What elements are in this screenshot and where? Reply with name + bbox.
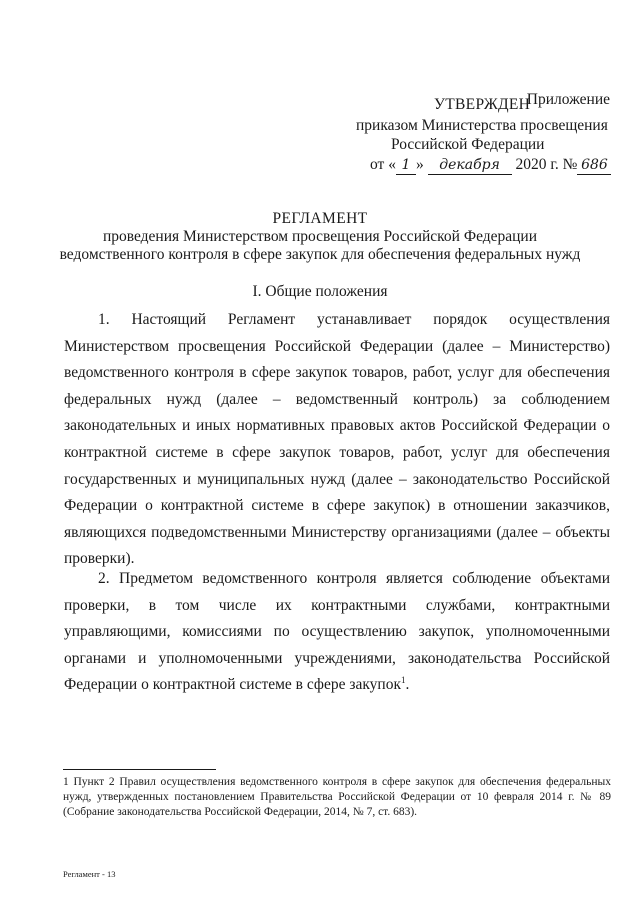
paragraph-2-text: 2. Предметом ведомственного контроля является соблюдение объектами проверки, в том числе их контрактными службами, контрактными управляющими, комиссиями по осуществлению закупок, уполномоченными органами и уполномоченными учреждениями, законодательства Российской Федерации о контрактной системе в сфере закупок: [64, 570, 610, 694]
document-subtitle-line-1: проведения Министерством просвещения Российской Федерации: [102, 228, 538, 245]
section-heading: I. Общие положения: [252, 283, 388, 300]
footnote-ref: 1: [401, 675, 406, 686]
date-day: 1: [396, 156, 416, 175]
paragraph-2-end: .: [405, 676, 410, 694]
approved-label: УТВЕРЖДЕН: [434, 96, 531, 113]
paragraph-2: [64, 566, 610, 699]
document-subtitle-line-2: ведомственного контроля в сфере закупок для обеспечения федеральных нужд: [59, 246, 581, 263]
footnote-divider: [63, 769, 216, 770]
appendix-label: Приложение: [526, 91, 610, 108]
date-month: декабря: [428, 156, 512, 175]
order-number: 686: [577, 156, 611, 175]
date-mid: »: [415, 156, 424, 173]
order-date-line: [370, 156, 611, 175]
paragraph-1: 1. Настоящий Регламент устанавливает порядок осуществления Министерством просвещения Российской Федерации (далее – Министерство) ведомственного контроля в сфере закупок товаров, работ, услуг для обеспечения федеральных нужд (далее – ведомственный контроль) за соблюдением законодательных и иных нормативных правовых актов Российской Федерации о контрактной системе в сфере закупок товаров, работ, услуг для обеспечения государственных и муниципальных нужд (далее – законодательство Российской Федерации о контрактной системе в сфере закупок) в отношении заказчиков, являющихся подведомственными Министерству организациями (далее – объекты проверки).: [64, 311, 610, 568]
document-title: РЕГЛАМЕНТ: [272, 210, 368, 227]
page-code: Регламент - 13: [63, 869, 116, 879]
date-year: 2020 г. №: [515, 156, 578, 173]
date-prefix: от «: [370, 156, 396, 173]
order-line-2: Российской Федерации: [391, 136, 545, 153]
footnote: 1 Пункт 2 Правил осуществления ведомственного контроля в сфере закупок для обеспечения федеральных нужд, утвержденных постановлением Правительства Российской Федерации от 10 февраля 2014 г. № 89 (Собрание законодательства Российской Федерации, 2014, № 7, ст. 683).: [63, 776, 611, 818]
order-line-1: приказом Министерства просвещения: [356, 117, 608, 134]
